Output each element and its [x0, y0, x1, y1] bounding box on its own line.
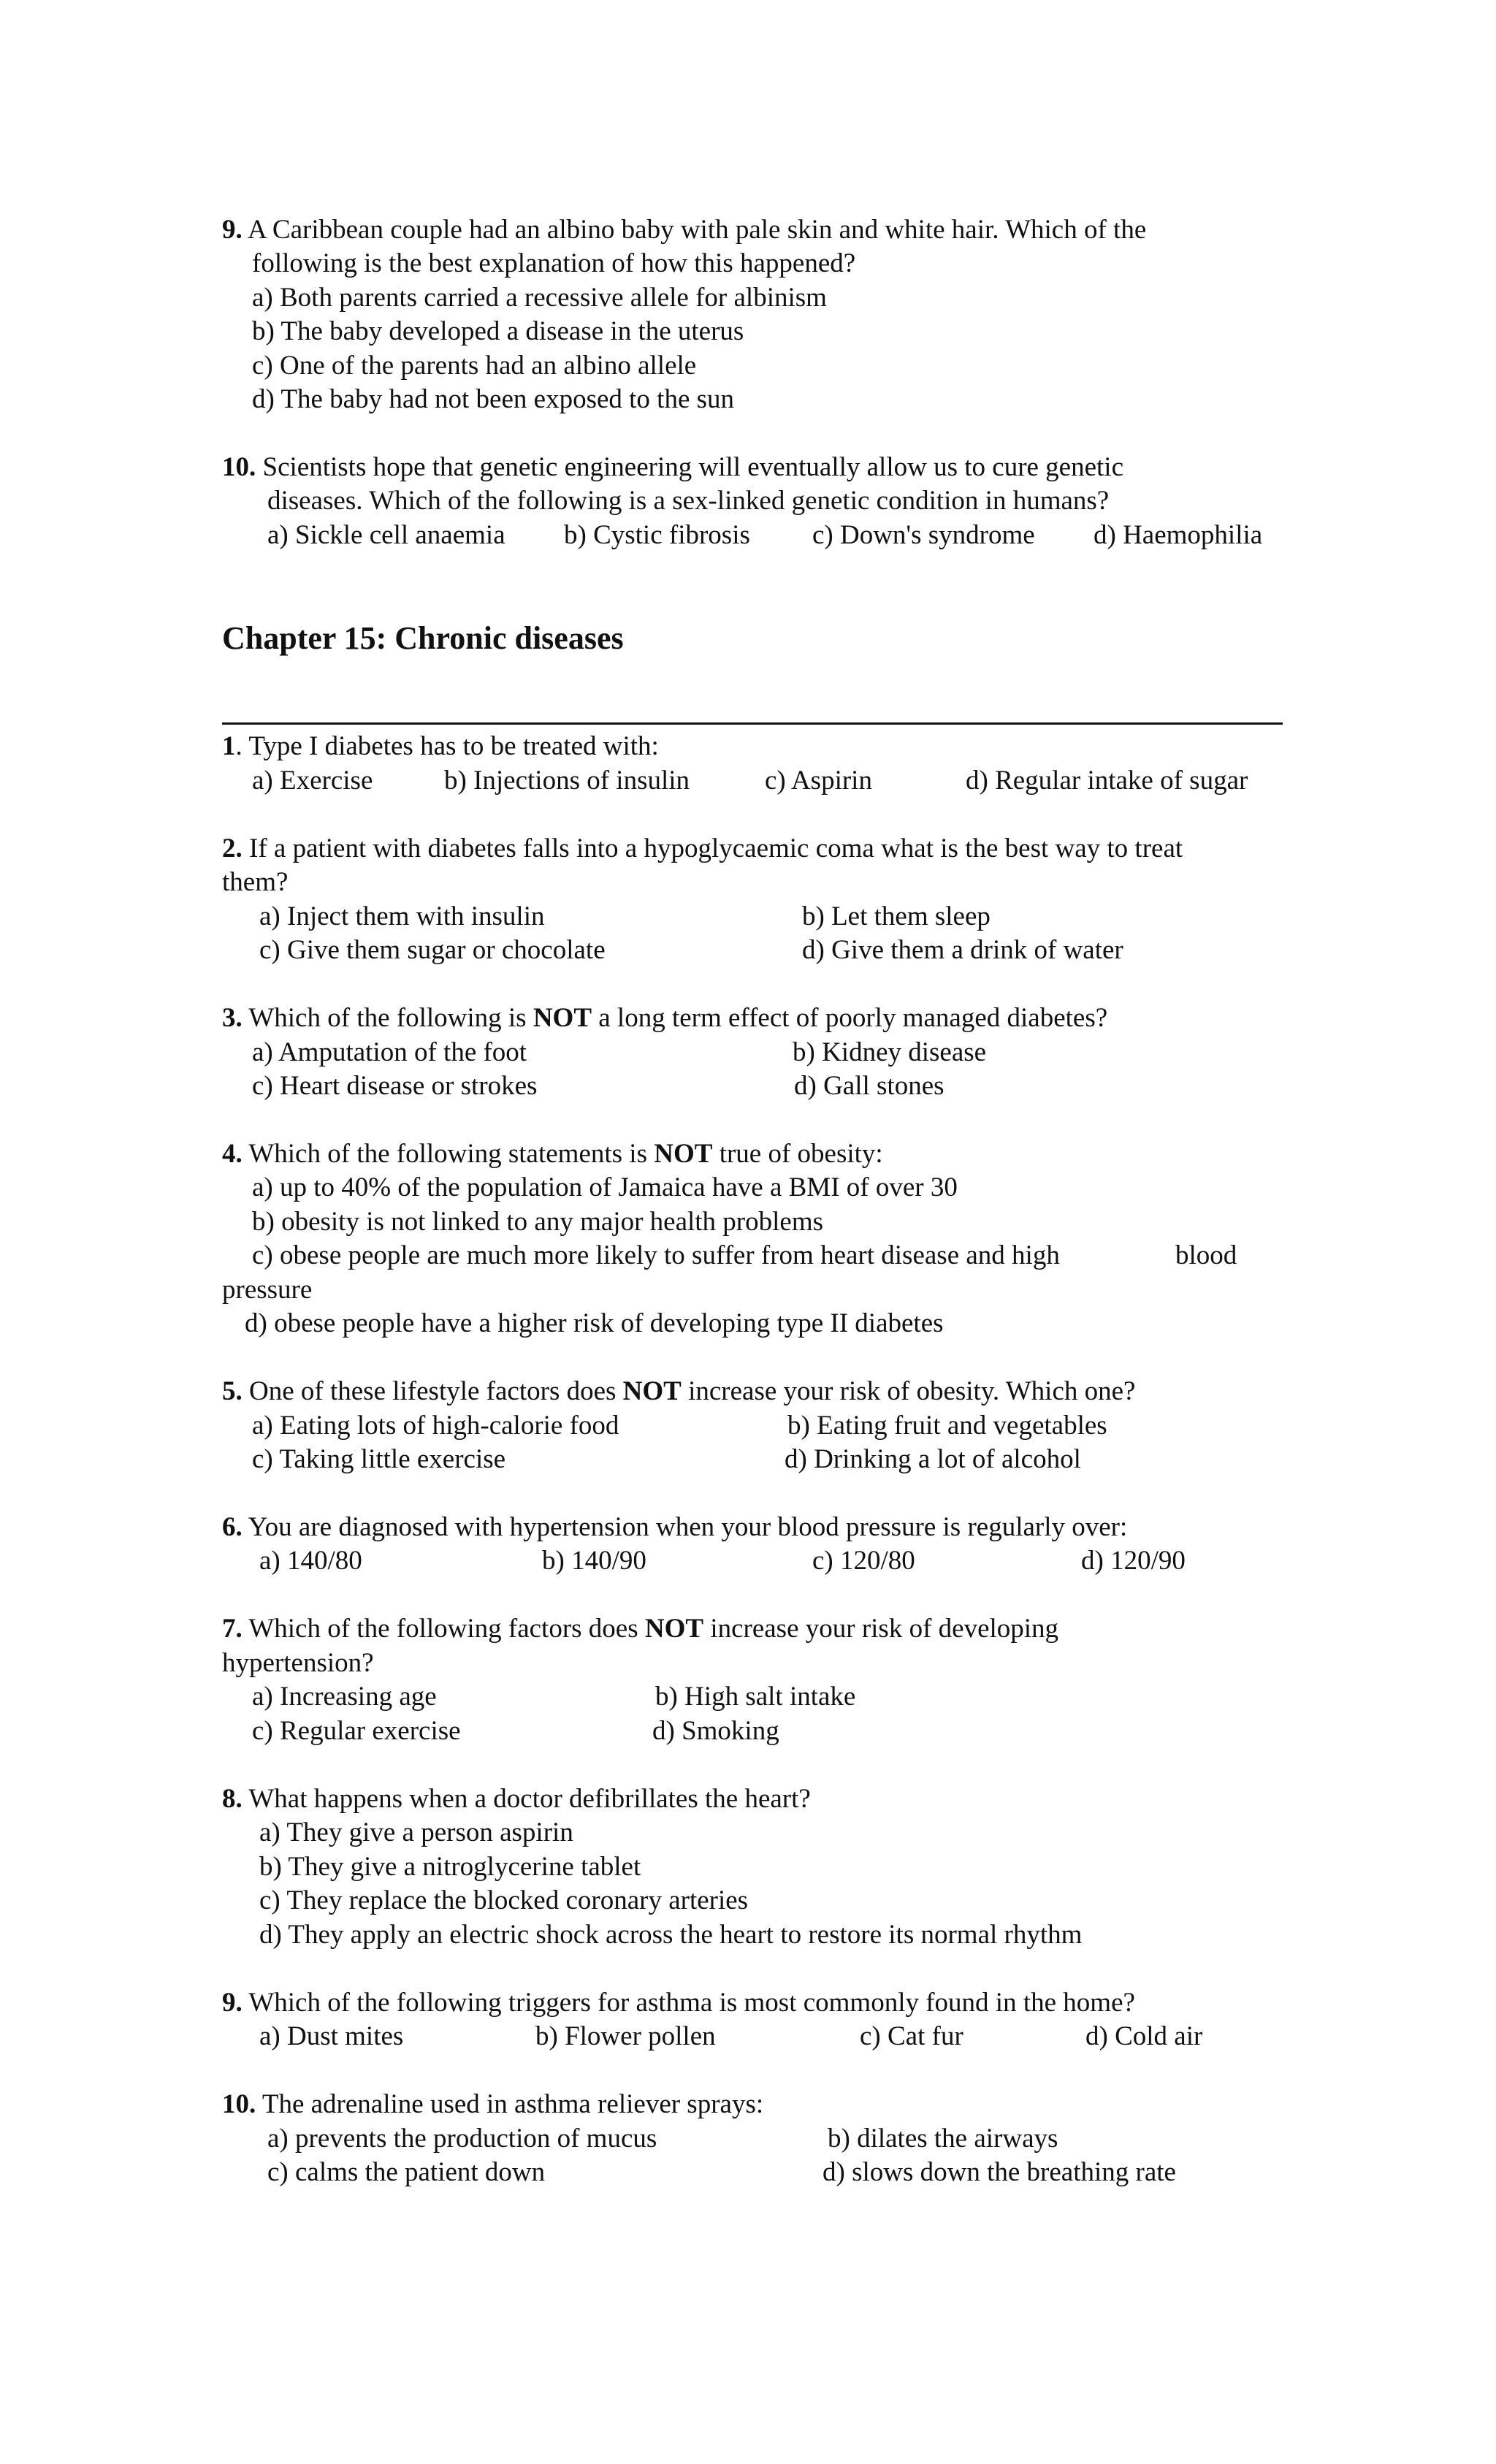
question-number: 6. [222, 1512, 243, 1542]
option-d: d) Regular intake of sugar [966, 766, 1248, 796]
question-stem [222, 451, 1123, 484]
option-c-wrap: pressure [222, 1275, 313, 1305]
question-number: 3. [222, 1003, 243, 1033]
option-c: c) obese people are much more likely to suffer from heart disease and high [252, 1240, 1060, 1270]
question-stem [222, 832, 1183, 866]
question-number: 5. [222, 1376, 243, 1406]
option-d: d) The baby had not been exposed to the sun [252, 384, 735, 414]
question-text-cont: following is the best explanation of how this happened? [252, 248, 856, 278]
question-number: 10. [222, 2089, 256, 2119]
option-a: a) Sickle cell anaemia [267, 520, 505, 550]
option-d: d) slows down the breathing rate [823, 2157, 1176, 2187]
option-a: a) Inject them with insulin [259, 901, 545, 931]
option-a: a) Both parents carried a recessive allele for albinism [252, 283, 827, 313]
question-text: increase your risk of obesity. Which one? [688, 1376, 1136, 1406]
question-text: Which of the following triggers for asthma is most commonly found in the home? [248, 1988, 1135, 2018]
option-c: c) Down's syndrome [812, 520, 1035, 550]
option-d: d) Cold air [1085, 2021, 1203, 2051]
option-d: d) Gall stones [794, 1071, 944, 1101]
question-number: 9. [222, 1988, 243, 2018]
option-a: a) They give a person aspirin [259, 1818, 573, 1847]
emphasis-not: NOT [533, 1003, 592, 1033]
question-stem [222, 2088, 763, 2121]
emphasis-not: NOT [622, 1376, 682, 1406]
question-stem [222, 1986, 1135, 2020]
option-d: d) obese people have a higher risk of developing type II diabetes [245, 1308, 944, 1338]
question-text-cont: them? [222, 867, 289, 897]
option-d: d) 120/90 [1081, 1546, 1186, 1576]
option-d: d) Smoking [652, 1716, 779, 1746]
question-number: 4. [222, 1139, 243, 1169]
question-text: The adrenaline used in asthma reliever sprays: [262, 2089, 764, 2119]
option-b: b) The baby developed a disease in the uterus [252, 316, 744, 346]
question-number: 7. [222, 1614, 243, 1644]
question-text: . Type I diabetes has to be treated with: [235, 731, 659, 761]
emphasis-not: NOT [654, 1139, 713, 1169]
question-number: 10. [222, 452, 256, 482]
option-b: b) High salt intake [655, 1682, 856, 1712]
question-text-cont: hypertension? [222, 1648, 374, 1678]
question-number: 2. [222, 834, 243, 863]
option-c: c) Aspirin [765, 766, 872, 796]
option-b: b) Kidney disease [793, 1037, 987, 1067]
question-text: One of these lifestyle factors does [249, 1376, 617, 1406]
option-a: a) 140/80 [259, 1546, 362, 1576]
option-b: b) dilates the airways [828, 2124, 1058, 2154]
question-text: Scientists hope that genetic engineering will eventually allow us to cure genetic [262, 452, 1124, 482]
question-stem [222, 213, 1146, 247]
option-d: d) They apply an electric shock across the heart to restore its normal rhythm [259, 1920, 1083, 1950]
option-c: c) Give them sugar or chocolate [259, 935, 606, 965]
question-text: Which of the following factors does [248, 1614, 638, 1644]
question-text: Which of the following is [248, 1003, 527, 1033]
option-c: c) Regular exercise [252, 1716, 461, 1746]
option-a: a) Dust mites [259, 2021, 404, 2051]
option-b: b) Injections of insulin [444, 766, 690, 796]
question-text: You are diagnosed with hypertension when your blood pressure is regularly over: [248, 1512, 1128, 1542]
option-b: b) Let them sleep [802, 901, 991, 931]
divider-line [222, 722, 1283, 725]
option-b: b) 140/90 [542, 1546, 646, 1576]
option-b: b) Cystic fibrosis [564, 520, 750, 550]
question-stem [222, 1511, 1127, 1544]
option-c-cont: blood [1175, 1240, 1237, 1270]
question-number: 9. [222, 215, 243, 245]
option-c: c) Heart disease or strokes [252, 1071, 538, 1101]
question-stem [222, 1612, 1058, 1646]
question-stem [222, 1375, 1135, 1408]
question-text: Which of the following statements is [248, 1139, 647, 1169]
option-c: c) calms the patient down [267, 2157, 546, 2187]
option-a: a) prevents the production of mucus [267, 2124, 657, 2154]
question-text: A Caribbean couple had an albino baby with pale skin and white hair. Which of the [247, 215, 1147, 245]
question-text: true of obesity: [719, 1139, 883, 1169]
option-c: c) Taking little exercise [252, 1444, 506, 1474]
option-d: d) Drinking a lot of alcohol [785, 1444, 1081, 1474]
question-stem [222, 730, 659, 763]
question-text: increase your risk of developing [710, 1614, 1059, 1644]
question-text: a long term effect of poorly managed diabetes? [598, 1003, 1108, 1033]
question-text: What happens when a doctor defibrillates the heart? [248, 1784, 811, 1814]
option-b: b) obesity is not linked to any major health problems [252, 1207, 824, 1237]
option-d: d) Give them a drink of water [802, 935, 1123, 965]
question-stem [222, 1137, 883, 1171]
option-d: d) Haemophilia [1094, 520, 1263, 550]
question-text-cont: diseases. Which of the following is a sex-linked genetic condition in humans? [267, 486, 1110, 516]
chapter-title: Chapter 15: Chronic diseases [222, 620, 624, 656]
question-stem [222, 1002, 1107, 1035]
option-c: c) Cat fur [860, 2021, 963, 2051]
option-c: c) 120/80 [812, 1546, 915, 1576]
option-c: c) They replace the blocked coronary arteries [259, 1885, 749, 1915]
question-text: If a patient with diabetes falls into a hypoglycaemic coma what is the best way to treat [249, 834, 1183, 863]
option-b: b) They give a nitroglycerine tablet [259, 1852, 641, 1882]
option-b: b) Eating fruit and vegetables [787, 1411, 1107, 1441]
option-b: b) Flower pollen [535, 2021, 716, 2051]
question-number: 8. [222, 1784, 243, 1814]
option-a: a) Amputation of the foot [252, 1037, 527, 1067]
emphasis-not: NOT [644, 1614, 704, 1644]
option-a: a) Exercise [252, 766, 373, 796]
option-c: c) One of the parents had an albino allele [252, 351, 697, 381]
question-number: 1 [222, 731, 236, 761]
question-stem [222, 1782, 811, 1816]
option-a: a) Increasing age [252, 1682, 437, 1712]
option-a: a) Eating lots of high-calorie food [252, 1411, 619, 1441]
option-a: a) up to 40% of the population of Jamaica have a BMI of over 30 [252, 1172, 958, 1202]
